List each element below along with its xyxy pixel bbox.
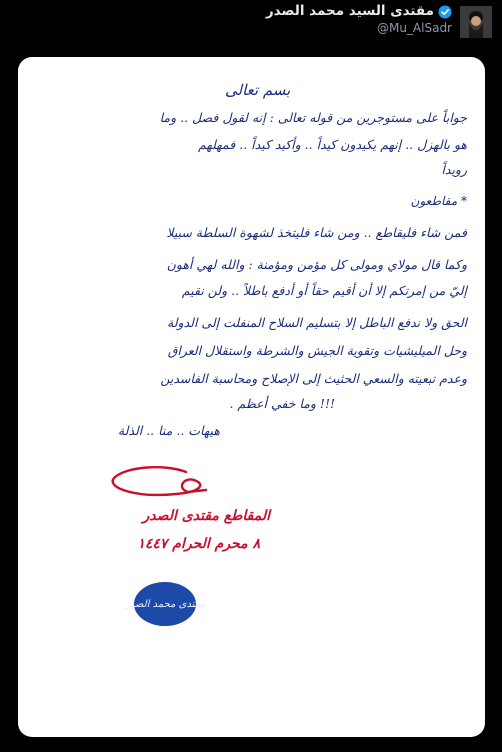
letter-line: !!! وما خفي أعظم . <box>229 396 335 411</box>
basmala: بسم تعالى <box>225 81 291 99</box>
letter-line: هو بالهزل .. إنهم يكيدون كيداً .. وأكيد كيداً .. فمهلهم <box>198 137 467 152</box>
letter-line: جواباً على مستوجرين من قوله تعالى : إنه لقول فصل .. وما <box>159 110 467 125</box>
seal-text: مقتدى محمد الصدر <box>124 598 206 610</box>
letter-line: وحل الميليشيات وتقوية الجيش والشرطة واستقلال العراق <box>167 343 467 358</box>
letter-line: رويداً <box>441 162 467 177</box>
author-name[interactable]: مقتدى السيد محمد الصدر <box>265 3 434 19</box>
official-seal <box>124 582 206 626</box>
letter-line: وعدم تبعيته والسعي الحثيث إلى الإصلاح ومحاسبة الفاسدين <box>160 371 467 386</box>
verified-badge-icon <box>438 4 452 18</box>
letter-line: فمن شاء فليقاطع .. ومن شاء فليتخذ لشهوة السلطة سبيلا <box>166 225 467 240</box>
letter-line: الحق ولا ندفع الباطل إلا بتسليم السلاح المنفلت إلى الدولة <box>167 315 467 330</box>
letter-line: * مقاطعون <box>410 194 467 208</box>
author-row <box>266 3 452 19</box>
author-handle[interactable]: @Mu_AlSadr <box>376 21 452 35</box>
tweet-header <box>0 0 502 46</box>
signature-title: المقاطع مقتدى الصدر <box>142 508 270 524</box>
letter-line: وكما قال مولاي ومولى كل مؤمن ومؤمنة : والله لهي أهون <box>166 257 467 272</box>
avatar[interactable] <box>460 6 492 38</box>
signature-scribble <box>106 462 216 507</box>
letter-line: إليّ من إمرتكم إلا أن أقيم حقاً أو أدفع باطلاً .. ولن نقيم <box>181 283 467 298</box>
tweet-image[interactable] <box>18 57 485 737</box>
letter-line: هيهات .. منا .. الذلة <box>117 423 220 438</box>
signature-date: ٨ محرم الحرام ١٤٤٧ <box>137 536 260 552</box>
